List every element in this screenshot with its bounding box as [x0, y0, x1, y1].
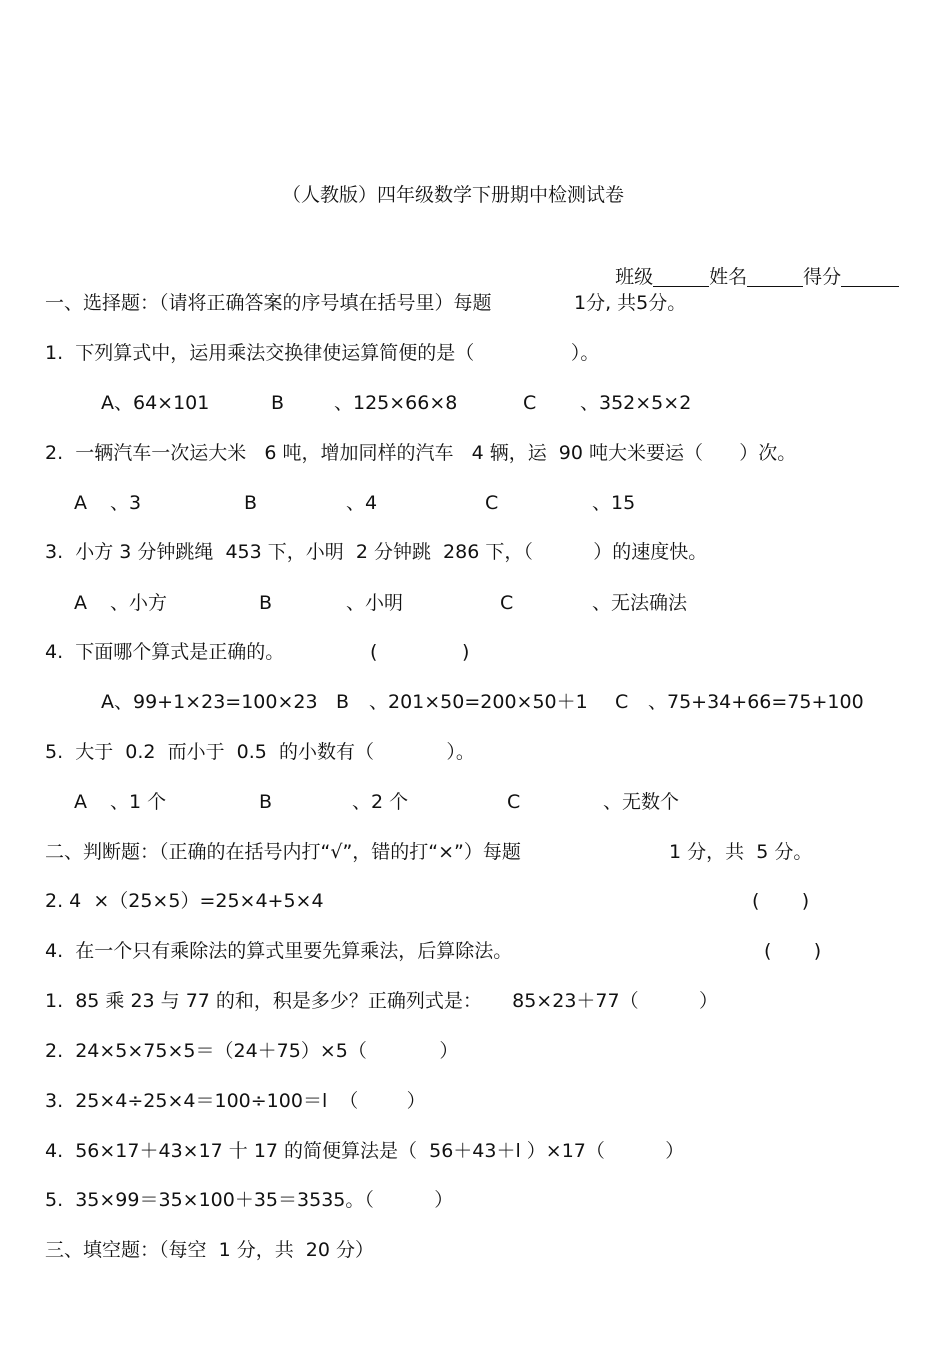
- class-blank: [653, 266, 709, 287]
- q1-stem: 1. 下列算式中，运用乘法交换律使运算简便的是（ ）。: [45, 342, 600, 364]
- q5-option-a-letter: A: [74, 791, 87, 813]
- q2-option-c-letter: C: [485, 492, 499, 514]
- score-label: 得分: [803, 266, 842, 288]
- q3-option-b-letter: B: [259, 592, 273, 614]
- q1-option-b-text: 、125×66×8: [334, 392, 458, 414]
- q1-option-b-letter: B: [271, 392, 285, 414]
- q4-option-c-letter: C: [615, 691, 629, 713]
- judge-item: 4. 在一个只有乘除法的算式里要先算乘法，后算除法。: [45, 940, 513, 962]
- q4-stem: 4. 下面哪个算式是正确的。: [45, 641, 285, 663]
- judge-item: 5. 35×99＝35×100＋35＝3535。（ ）: [45, 1189, 454, 1211]
- q3-option-a-text: 、小方: [110, 592, 168, 614]
- q3-option-b-text: 、小明: [346, 592, 404, 614]
- name-blank: [747, 266, 803, 287]
- q2-option-a-letter: A: [74, 492, 87, 514]
- q3-option-c-text: 、无法确法: [592, 592, 688, 614]
- q2-stem: 2. 一辆汽车一次运大米 6 吨，增加同样的汽车 4 辆，运 90 吨大米要运（ ）次。: [45, 442, 797, 464]
- q5-stem: 5. 大于 0.2 而小于 0.5 的小数有（ ）。: [45, 741, 475, 763]
- judge-item-paren: ( ): [764, 940, 822, 962]
- section1-points: 1分, 共5分。: [574, 292, 687, 314]
- q2-option-b-text: 、4: [346, 492, 378, 514]
- judge-item: 4. 56×17＋43×17 十 17 的简便算法是（ 56＋43＋l ）×17（ ）: [45, 1140, 685, 1162]
- section2-heading: 二、判断题：（正确的在括号内打“√”，错的打“×”）每题: [45, 841, 521, 863]
- q5-option-a-text: 、1 个: [110, 791, 167, 813]
- q5-option-b-letter: B: [259, 791, 273, 813]
- judge-item: 2. 24×5×75×5＝（24＋75）×5（ ）: [45, 1040, 459, 1062]
- section2-points: 1 分，共 5 分。: [669, 841, 813, 863]
- header-info: [603, 241, 899, 289]
- q2-option-c-text: 、15: [592, 492, 636, 514]
- q4-option-b-letter: B: [336, 691, 350, 713]
- q3-option-c-letter: C: [500, 592, 514, 614]
- q3-option-a-letter: A: [74, 592, 87, 614]
- q1-option-a: A、64×101: [101, 392, 210, 414]
- judge-item: 1. 85 乘 23 与 77 的和，积是多少？正确列式是： 85×23＋77（ ）: [45, 990, 718, 1012]
- q3-stem: 3. 小方 3 分钟跳绳 453 下，小明 2 分钟跳 286 下，（ ）的速度快。: [45, 541, 708, 563]
- q1-option-c-letter: C: [523, 392, 537, 414]
- page-title: （人教版）四年级数学下册期中检测试卷: [282, 184, 625, 206]
- judge-item: 3. 25×4÷25×4＝100÷100＝l （ ）: [45, 1090, 426, 1112]
- section1-heading: 一、选择题：（请将正确答案的序号填在括号里）每题: [45, 292, 492, 314]
- score-blank: [841, 266, 899, 287]
- name-label: 姓名: [709, 266, 748, 288]
- q4-paren: ( ): [370, 641, 470, 663]
- q5-option-b-text: 、2 个: [352, 791, 409, 813]
- judge-item-paren: ( ): [752, 890, 810, 912]
- q4-option-b-text: 、201×50=200×50＋1: [369, 691, 588, 713]
- q4-option-c-text: 、75+34+66=75+100: [648, 691, 864, 713]
- q5-option-c-text: 、无数个: [603, 791, 680, 813]
- q5-option-c-letter: C: [507, 791, 521, 813]
- q1-option-c-text: 、352×5×2: [580, 392, 692, 414]
- q2-option-b-letter: B: [244, 492, 258, 514]
- judge-item: 2. 4 ×（25×5）=25×4+5×4: [45, 890, 324, 912]
- q2-option-a-text: 、3: [110, 492, 142, 514]
- q4-option-a: A、99+1×23=100×23: [101, 691, 318, 713]
- class-label: 班级: [615, 266, 654, 288]
- section3-heading: 三、填空题：（每空 1 分，共 20 分）: [45, 1239, 375, 1261]
